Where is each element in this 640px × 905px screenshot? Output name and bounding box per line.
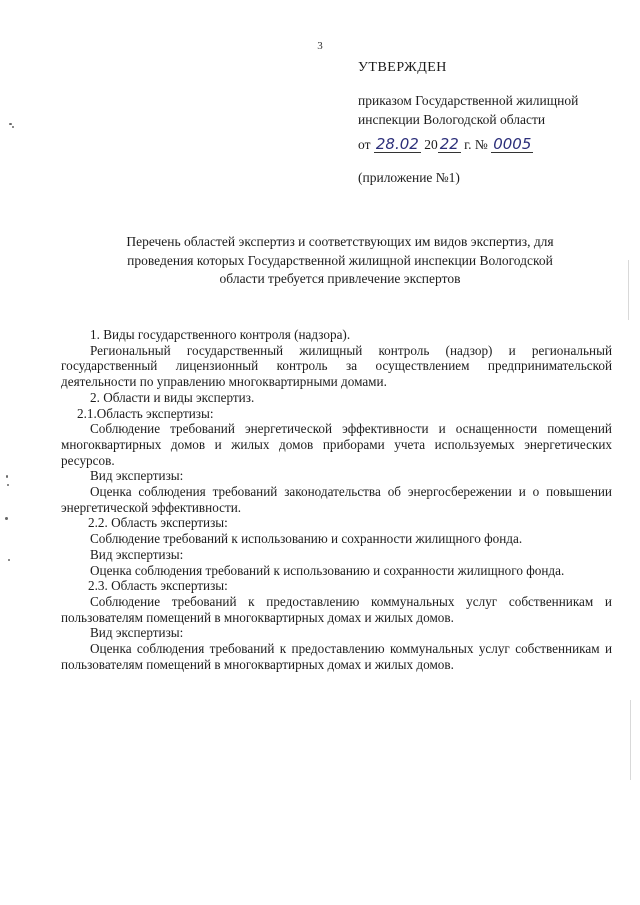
order-line-1: приказом Государственной жилищной xyxy=(358,93,579,108)
kind-2-1-label: Вид экспертизы: xyxy=(90,468,184,484)
scan-speck xyxy=(8,559,10,561)
scan-edge-line xyxy=(630,700,631,780)
approval-block xyxy=(358,58,628,187)
document-body xyxy=(61,327,612,672)
scan-speck xyxy=(5,517,8,520)
kind-2-2-text: Оценка соблюдения требований к использованию и сохранности жилищного фонда. xyxy=(90,562,565,578)
area-2-3-text: Соблюдение требований к предоставлению коммунальных услуг собственникам и пользователям помещений в многоквартирных домах и жилых домов. xyxy=(61,593,612,625)
scan-speck xyxy=(9,123,12,125)
kind-2-1-text: Оценка соблюдения требований законодательства об энергосбережении и о повышении энергетической эффективности. xyxy=(61,484,612,515)
order-reference xyxy=(358,91,628,129)
scan-speck xyxy=(7,484,9,486)
title-line-2: проведения которых Государственной жилищной инспекции Вологодской xyxy=(127,252,553,268)
kind-2-3-text: Оценка соблюдения требований к предоставлению коммунальных услуг собственникам и пользователям помещений в многоквартирных домах и жилых домов. xyxy=(61,641,612,672)
area-2-1-text: Соблюдение требований энергетической эффективности и оснащенности помещений многоквартирных домов и жилых домов приборами учета используемых энергетических ресурсов. xyxy=(61,421,612,468)
kind-2-2-label: Вид экспертизы: xyxy=(90,546,184,562)
section-2-heading: 2. Области и виды экспертиз. xyxy=(90,389,255,405)
area-2-2-text: Соблюдение требований к использованию и сохранности жилищного фонда. xyxy=(90,531,523,547)
area-2-1-label: 2.1.Область экспертизы: xyxy=(77,405,214,421)
number-prefix: г. № xyxy=(464,137,488,152)
area-2-3-label: 2.3. Область экспертизы: xyxy=(88,578,228,594)
handwritten-year: 22 xyxy=(439,135,459,153)
document-title xyxy=(60,233,620,289)
date-prefix: от xyxy=(358,137,371,152)
year-prefix: 20 xyxy=(424,137,438,152)
kind-2-3-label: Вид экспертизы: xyxy=(90,625,184,641)
order-line-2: инспекции Вологодской области xyxy=(358,112,546,127)
scan-speck xyxy=(12,126,14,128)
handwritten-date: 28.02 xyxy=(375,135,419,153)
page-number: 3 xyxy=(317,40,323,52)
handwritten-order-number: 0005 xyxy=(493,135,532,153)
appendix-label: (приложение №1) xyxy=(358,170,460,185)
section-1-heading: 1. Виды государственного контроля (надзора). xyxy=(90,327,351,342)
scan-edge-line xyxy=(628,260,629,320)
area-2-2-label: 2.2. Область экспертизы: xyxy=(88,515,228,531)
order-date-line xyxy=(358,135,628,154)
title-line-1: Перечень областей экспертиз и соответствующих им видов экспертиз, для xyxy=(126,234,554,249)
scan-speck xyxy=(6,475,8,478)
approved-heading: УТВЕРЖДЕН xyxy=(358,60,447,75)
title-line-3: области требуется привлечение экспертов xyxy=(219,271,461,286)
control-type-paragraph: Региональный государственный жилищный контроль (надзор) и региональный государственный лицензионный контроль за осуществлением предпринимательской деятельности по управлению многоквартирными домами. xyxy=(61,342,612,390)
